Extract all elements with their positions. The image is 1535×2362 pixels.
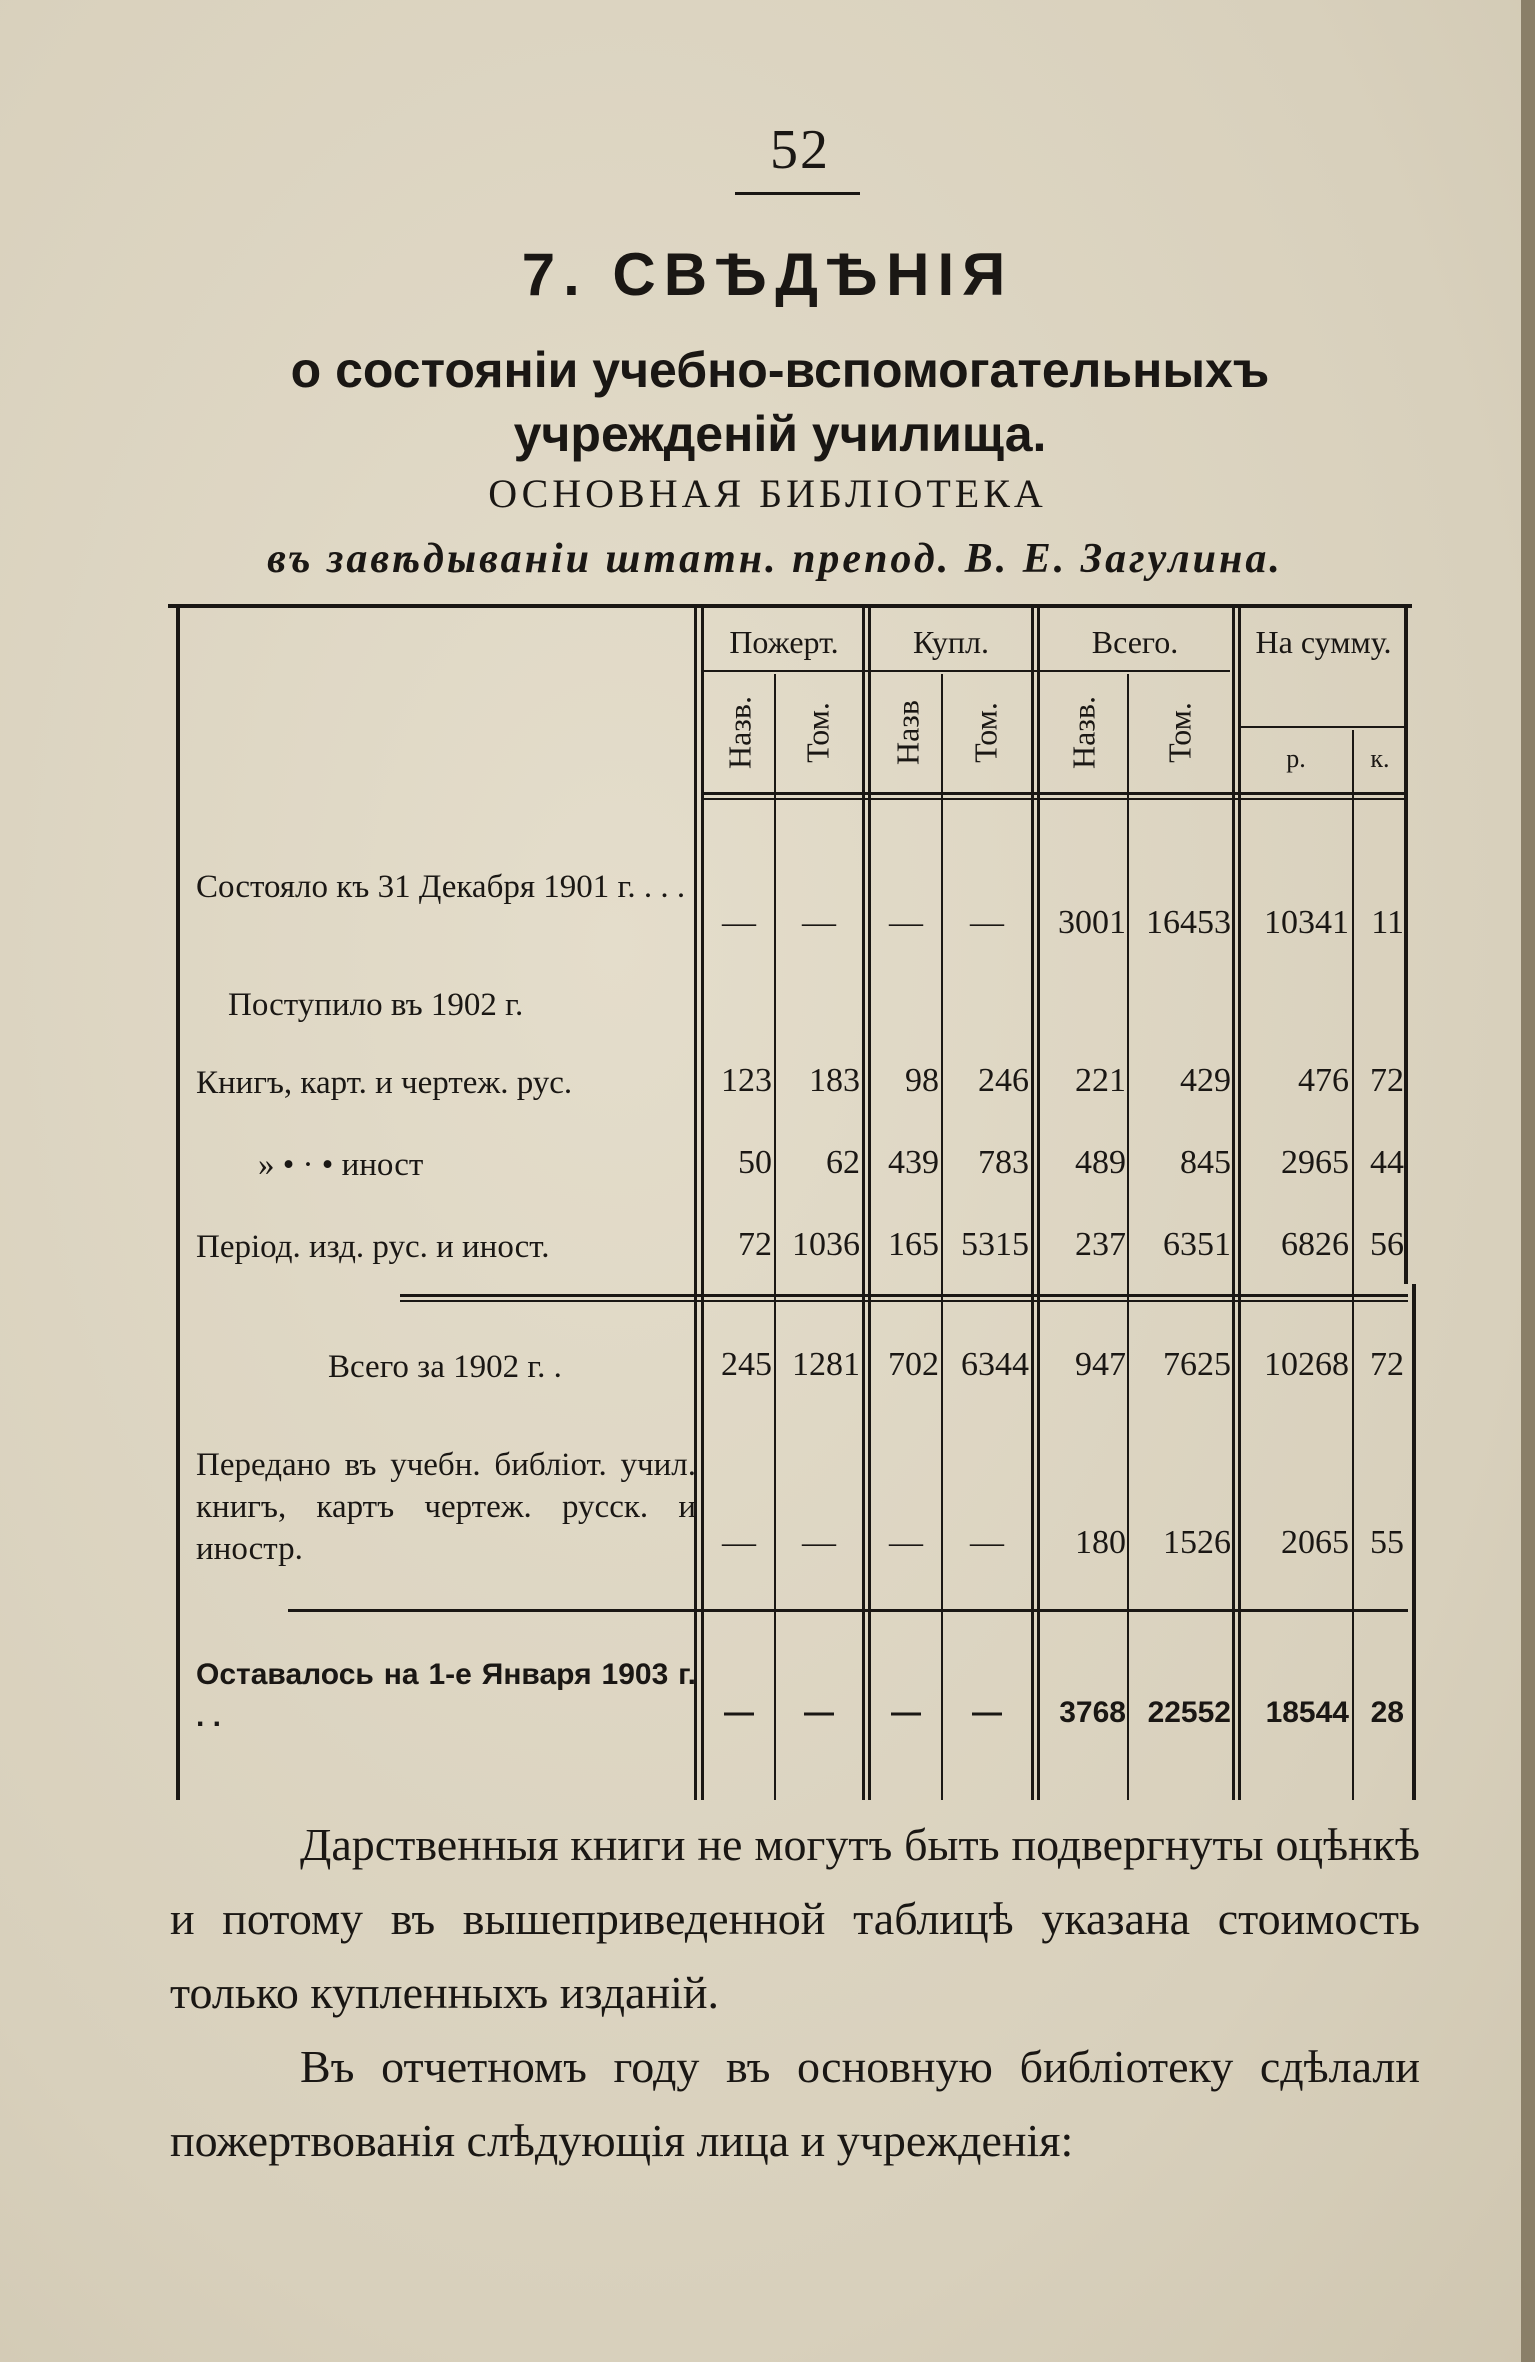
cell: —: [804, 1696, 834, 1729]
cell: 98: [905, 1062, 939, 1099]
transfer-rule: [288, 1609, 1408, 1612]
row-label: Передано въ учебн. библіот. учил. книгъ, картъ чертеж. русск. и иностр.: [196, 1447, 696, 1567]
cell: 183: [809, 1062, 860, 1099]
library-title: ОСНОВНАЯ БИБЛІОТЕКА: [488, 471, 1047, 516]
library-table: [168, 604, 1412, 1800]
cell: 72: [738, 1226, 772, 1263]
cell: 845: [1180, 1144, 1231, 1181]
cell: —: [722, 904, 756, 941]
subheader-title-bought: Назв: [889, 699, 926, 766]
row-label: Книгъ, карт. и чертеж. рус.: [196, 1065, 573, 1101]
cell: 123: [721, 1062, 772, 1099]
page-number: 52: [770, 119, 830, 181]
subheader-rubles: р.: [1286, 744, 1306, 773]
cell: 50: [738, 1144, 772, 1181]
cell: 6826: [1281, 1226, 1349, 1263]
paragraph-donations: Въ отчетномъ году въ основную библіотеку сдѣлали пожертвованія слѣдующія лица и учрежденія:: [170, 2041, 1420, 2166]
page-number-rule: [735, 192, 860, 195]
cell: 5315: [961, 1226, 1029, 1263]
cell: 2065: [1281, 1524, 1349, 1561]
money-header-rule: [1241, 726, 1406, 728]
cell: 72: [1370, 1346, 1404, 1383]
cell: 16453: [1146, 904, 1231, 941]
header-donated: Пожерт.: [729, 624, 839, 660]
col-rule: [694, 608, 697, 1800]
cell: 245: [721, 1346, 772, 1383]
cell: 221: [1075, 1062, 1126, 1099]
subheader-title-donated: Назв.: [721, 695, 758, 770]
section-label: Поступило въ 1902 г.: [228, 987, 524, 1023]
col-rule: [862, 608, 865, 1800]
cell: —: [802, 1524, 836, 1561]
cell: —: [802, 904, 836, 941]
header-bottom-rule: [704, 792, 1406, 795]
page-edge: [1521, 0, 1535, 2362]
cell: 476: [1298, 1062, 1349, 1099]
cell: 180: [1075, 1524, 1126, 1561]
header-total: Всего.: [1091, 624, 1179, 660]
cell: 2965: [1281, 1144, 1349, 1181]
cell: 22552: [1147, 1696, 1231, 1729]
group-header-rule: [704, 670, 1230, 672]
cell: 11: [1371, 904, 1404, 941]
header-bought: Купл.: [912, 624, 990, 660]
cell: 56: [1370, 1226, 1404, 1263]
cell: 702: [888, 1346, 939, 1383]
cell: —: [891, 1696, 921, 1729]
row-label: Період. изд. рус. и иност.: [196, 1229, 550, 1265]
col-rule: [1031, 608, 1034, 1800]
cell: 783: [978, 1144, 1029, 1181]
table-right-rule-lower: [1412, 1284, 1416, 1800]
library-manager: въ завѣдываніи штатн. препод. В. Е. Загулина.: [267, 536, 1283, 582]
col-rule: [1037, 608, 1040, 1800]
section-title: 7. СВѢДѢНІЯ: [521, 241, 1014, 308]
col-rule: [1238, 608, 1241, 1800]
cell: 489: [1075, 1144, 1126, 1181]
cell: 10341: [1264, 904, 1349, 941]
section-subtitle: о состояніи учебно-вспомогательныхъ учрежденій училища.: [290, 342, 1270, 462]
cell: —: [724, 1696, 754, 1729]
subheader-title-total: Назв.: [1065, 695, 1102, 770]
cell: 18544: [1265, 1696, 1349, 1729]
cell: 3001: [1058, 904, 1126, 941]
paragraph-appraisal: Дарственныя книги не могутъ быть подвергнуты оцѣнкѣ и потому въ вышеприведенной таблицѣ указана стоимость только купленныхъ изданій.: [170, 1819, 1420, 2018]
row-label: Оставалось на 1-е Января 1903 г. . .: [196, 1658, 696, 1733]
cell: 10268: [1264, 1346, 1349, 1383]
header-sum: [1241, 620, 1406, 664]
cell: —: [889, 904, 923, 941]
cell: —: [889, 1524, 923, 1561]
header-bottom-rule-2: [704, 798, 1406, 800]
subheader-vol-donated: Том.: [799, 702, 836, 763]
col-rule: [701, 608, 704, 1800]
cell: 439: [888, 1144, 939, 1181]
table-top-rule: [168, 604, 1412, 608]
table-right-rule: [1404, 604, 1408, 1284]
col-rule: [868, 608, 871, 1800]
cell: —: [970, 1524, 1004, 1561]
cell: 1281: [792, 1346, 860, 1383]
cell: 7625: [1163, 1346, 1231, 1383]
row-label: Состояло къ 31 Декабря 1901 г. . . .: [196, 869, 686, 905]
sub-col-rule: [1352, 730, 1354, 1800]
cell: 1036: [792, 1226, 860, 1263]
cell: 72: [1370, 1062, 1404, 1099]
cell: 165: [888, 1226, 939, 1263]
cell: 1526: [1163, 1524, 1231, 1561]
subheader-kopecks: к.: [1370, 744, 1390, 773]
col-rule: [1232, 608, 1235, 1800]
subheader-vol-total: Том.: [1161, 702, 1198, 763]
cell: 6344: [961, 1346, 1029, 1383]
subheader-vol-bought: Том.: [967, 702, 1004, 763]
sum-rule-2: [400, 1300, 1408, 1302]
row-label: » • · • иност: [258, 1147, 424, 1183]
cell: 3768: [1059, 1696, 1126, 1729]
cell: —: [722, 1524, 756, 1561]
cell: 28: [1370, 1696, 1404, 1729]
cell: —: [972, 1696, 1002, 1729]
row-label: Всего за 1902 г. .: [328, 1349, 562, 1385]
table-left-rule: [176, 604, 180, 1800]
cell: 55: [1370, 1524, 1404, 1561]
header-sum-label: На сумму.: [1255, 624, 1392, 660]
cell: 62: [826, 1144, 860, 1181]
cell: 429: [1180, 1062, 1231, 1099]
cell: 947: [1075, 1346, 1126, 1383]
sum-rule: [400, 1294, 1408, 1297]
cell: 6351: [1163, 1226, 1231, 1263]
cell: 246: [978, 1062, 1029, 1099]
cell: 44: [1370, 1144, 1404, 1181]
cell: 237: [1075, 1226, 1126, 1263]
cell: —: [970, 904, 1004, 941]
